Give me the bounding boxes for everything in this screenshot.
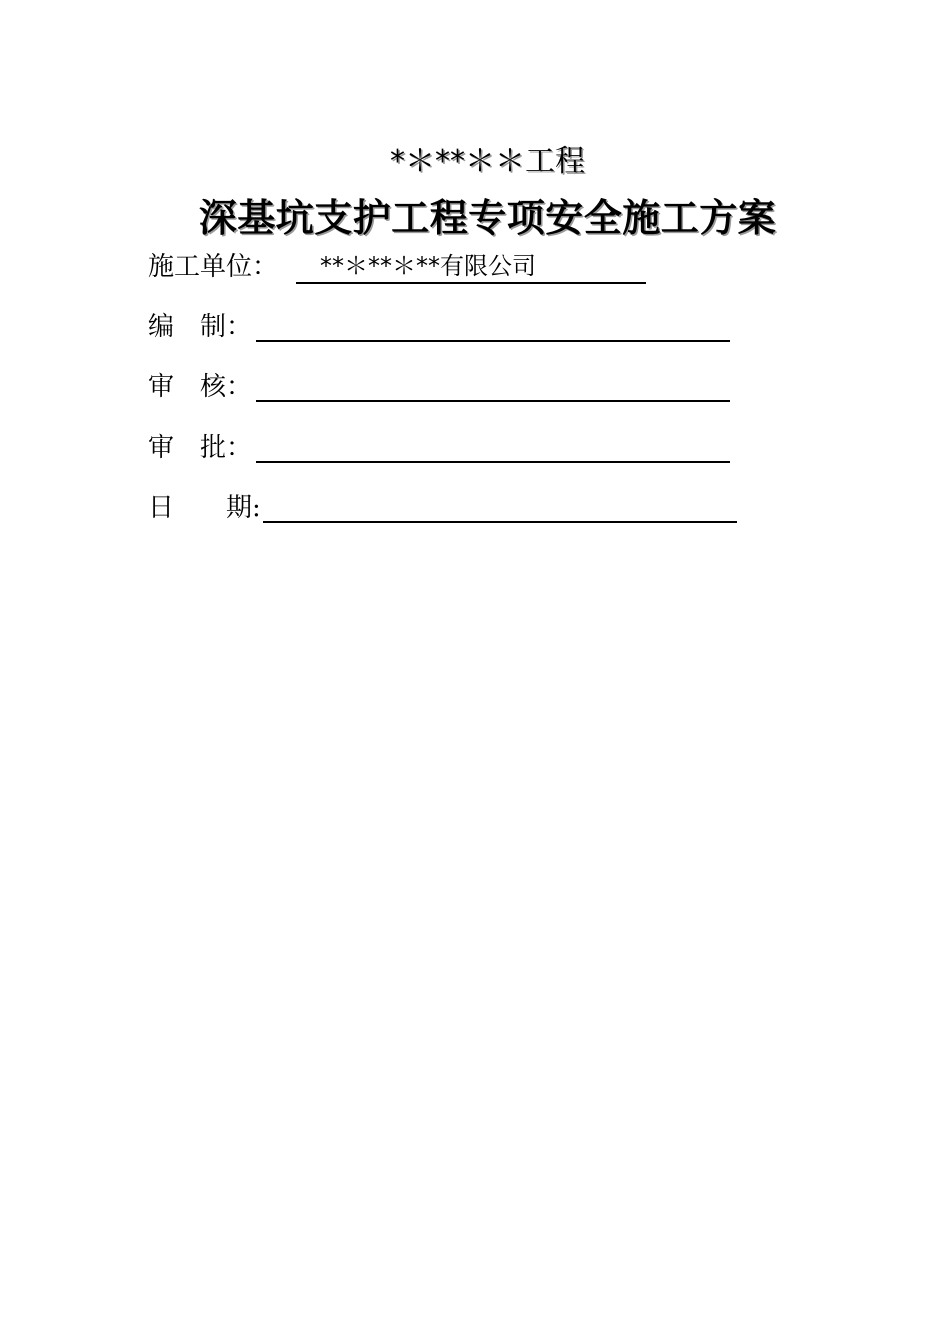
compiler-label: 编 制：: [148, 312, 253, 342]
compiler-signature-line: [256, 310, 730, 342]
date-row: [148, 489, 737, 525]
reviewer-label: 审 核：: [148, 372, 253, 402]
approver-label: 审 批：: [148, 433, 253, 463]
date-line: [263, 491, 737, 523]
reviewer-signature-line: [256, 370, 730, 402]
approver-row: [148, 429, 730, 465]
document-title: 深基坑支护工程专项安全施工方案: [198, 195, 777, 240]
construction-unit-value: **＊**＊**有限公司: [296, 250, 646, 284]
approver-signature-line: [256, 431, 730, 463]
construction-unit-row: [148, 248, 646, 284]
reviewer-row: [148, 368, 730, 404]
date-label: 日 期:: [148, 493, 261, 523]
project-name: *＊**＊＊工程: [390, 144, 585, 179]
construction-unit-label: 施工单位：: [148, 252, 279, 282]
compiler-row: [148, 308, 730, 344]
